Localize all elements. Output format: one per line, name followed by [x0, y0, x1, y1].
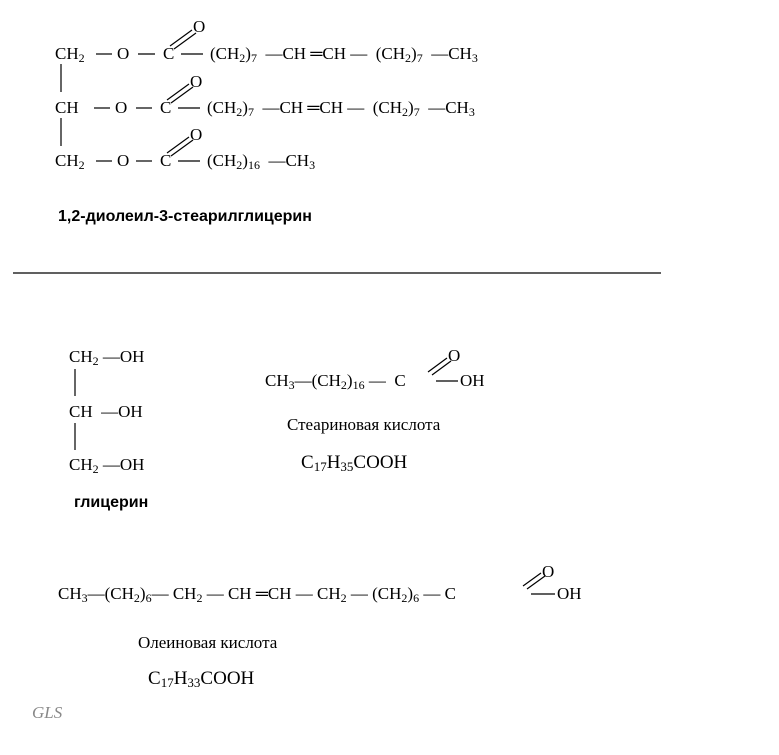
oleic-carbonyl-oxygen: O	[542, 562, 555, 581]
tg-row3-oxygen: O	[117, 151, 130, 170]
oleic-acid-formula: $C_{17}H_{33}COOH$	[148, 668, 255, 690]
stearic-acid-name: Стеариновая кислота	[287, 415, 441, 434]
oleic-acid-name: Олеиновая кислота	[138, 633, 278, 652]
glycerol-name: глицерин	[74, 494, 149, 511]
stearic-carbonyl-bond-2	[432, 361, 451, 375]
tg-row3-carbon: C	[160, 151, 172, 170]
tg-row1-carbonyl-oxygen: O	[193, 17, 206, 36]
tg-row1-carbon: C	[163, 44, 175, 63]
tg-row3-chain: $(CH_2)_{16}$ $—CH_3$	[207, 151, 316, 172]
tg-row2-oxygen: O	[115, 98, 128, 117]
oleic-hydroxyl: OH	[557, 584, 582, 603]
tg-row2-backbone: CH	[55, 98, 79, 117]
stearic-chain: $CH_3—(CH_2)_{16}$ — C	[265, 371, 406, 392]
tg-row1-oxygen: O	[117, 44, 130, 63]
oleic-chain: $CH_3—(CH_2)_6—$ $CH_2$ — CH ═CH — $CH_2$ — $(CH_2)_6$ — C	[58, 584, 456, 605]
stearic-hydroxyl: OH	[460, 371, 485, 390]
stearic-acid-formula: $C_{17}H_{35}COOH$	[301, 452, 408, 474]
watermark: GLS	[32, 703, 63, 722]
stearic-carbonyl-oxygen: O	[448, 346, 461, 365]
tg-row1-chain: $(CH_2)_7$ —CH ═CH — $(CH_2)_7$ $—CH_3$	[210, 44, 478, 65]
triglyceride-name: 1,2-диолеил-3-стеарилглицерин	[58, 208, 312, 225]
glycerol-row3: $CH_2$ —OH	[69, 455, 145, 476]
glycerol-row1: $CH_2$ —OH	[69, 347, 145, 368]
tg-row2-carbonyl-oxygen: O	[190, 72, 203, 91]
tg-row1-backbone: $CH_2$	[55, 44, 85, 65]
tg-row2-carbon: C	[160, 98, 172, 117]
oleic-carbonyl-bond-2	[527, 576, 545, 589]
glycerol-row2: CH —OH	[69, 402, 143, 421]
stearic-carbonyl-bond-1	[428, 358, 447, 372]
tg-row3-carbonyl-oxygen: O	[190, 125, 203, 144]
tg-row2-chain: $(CH_2)_7$ —CH ═CH — $(CH_2)_7$ $—CH_3$	[207, 98, 475, 119]
oleic-carbonyl-bond-1	[523, 573, 541, 586]
tg-row3-backbone: $CH_2$	[55, 151, 85, 172]
